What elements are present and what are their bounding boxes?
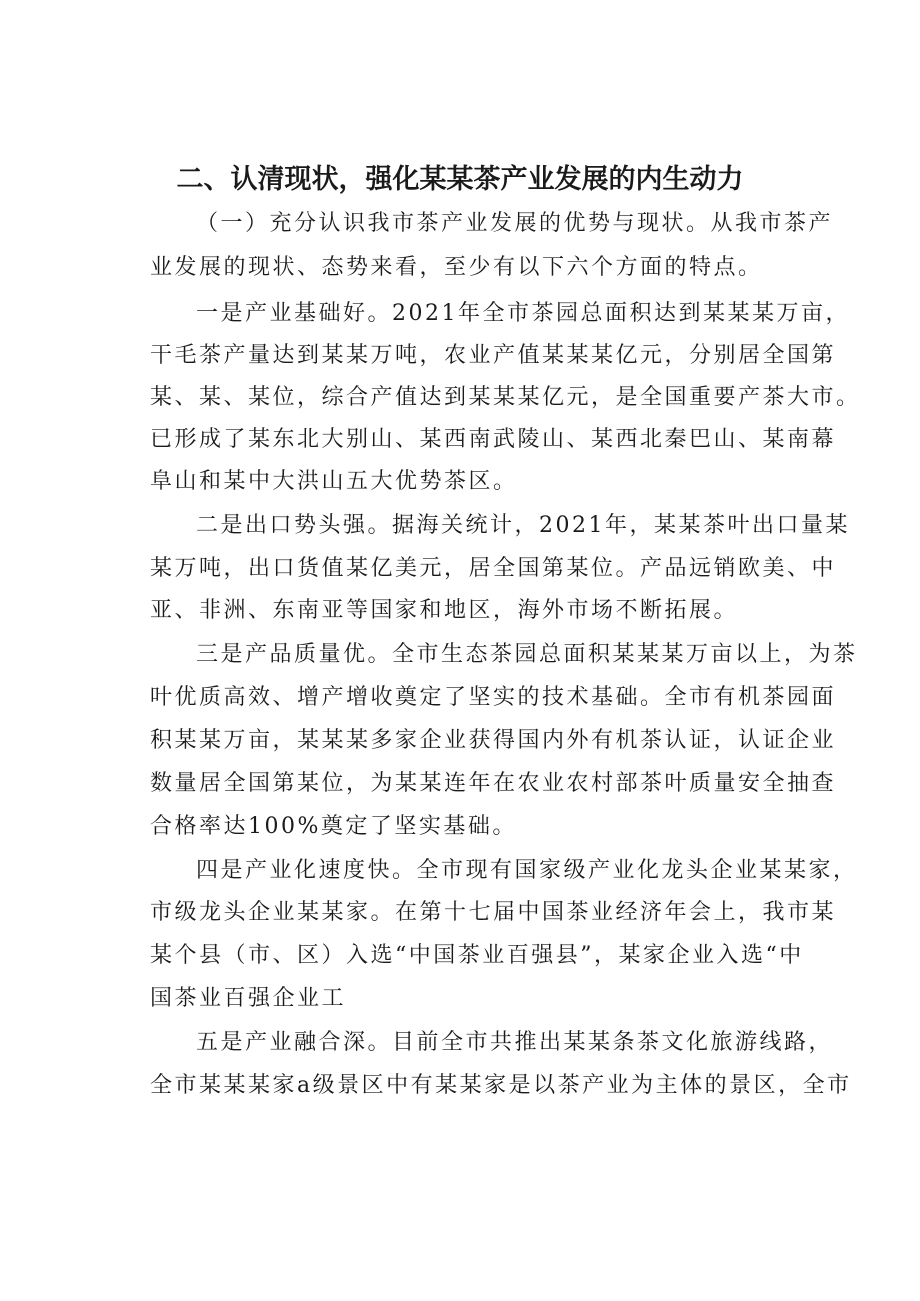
paragraph-line: 数量居全国第某位，为某某连年在农业农村部茶叶质量安全抽查	[150, 771, 837, 796]
paragraph-line: 合格率达100%奠定了坚实基础。	[150, 814, 517, 839]
paragraph-line: 某万吨，出口货值某亿美元，居全国第某位。产品远销欧美、中	[150, 556, 837, 581]
paragraph-line: 阜山和某中大洪山五大优势茶区。	[150, 469, 518, 494]
paragraph-line: （一）充分认识我市茶产业发展的优势与现状。从我市茶产	[196, 211, 834, 236]
paragraph-line: 干毛茶产量达到某某万吨，农业产值某某某亿元，分别居全国第	[150, 343, 837, 368]
paragraph-line: 四是产业化速度快。全市现有国家级产业化龙头企业某某家，	[196, 858, 858, 883]
section-heading: 二、认清现状，强化某某茶产业发展的内生动力	[176, 164, 744, 195]
paragraph-line: 市级龙头企业某某家。在第十七届中国茶业经济年会上，我市某	[150, 900, 837, 925]
paragraph-line: 国茶业百强企业工	[150, 986, 347, 1011]
paragraph-line: 二是出口势头强。据海关统计，2021年，某某茶叶出口量某	[196, 513, 850, 538]
paragraph-line: 一是产业基础好。2021年全市茶园总面积达到某某某万亩，	[196, 301, 850, 326]
paragraph-line: 三是产品质量优。全市生态茶园总面积某某某万亩以上，为茶	[196, 642, 858, 667]
paragraph-line: 某个县（市、区）入选“中国茶业百强县”，某家企业入选“中	[150, 943, 804, 968]
paragraph-line: 已形成了某东北大别山、某西南武陵山、某西北秦巴山、某南幕	[150, 427, 837, 452]
paragraph-line: 积某某万亩，某某某多家企业获得国内外有机茶认证，认证企业	[150, 728, 837, 753]
paragraph-line: 亚、非洲、东南亚等国家和地区，海外市场不断拓展。	[150, 598, 739, 623]
paragraph-line: 某、某、某位，综合产值达到某某某亿元，是全国重要产茶大市。	[150, 385, 861, 410]
paragraph-line: 叶优质高效、增产增收奠定了坚实的技术基础。全市有机茶园面	[150, 685, 837, 710]
paragraph-line: 业发展的现状、态势来看，至少有以下六个方面的特点。	[150, 255, 763, 280]
paragraph-line: 全市某某某家a级景区中有某某家是以茶产业为主体的景区，全市	[150, 1073, 852, 1098]
paragraph-line: 五是产业融合深。目前全市共推出某某条茶文化旅游线路，	[196, 1030, 834, 1055]
